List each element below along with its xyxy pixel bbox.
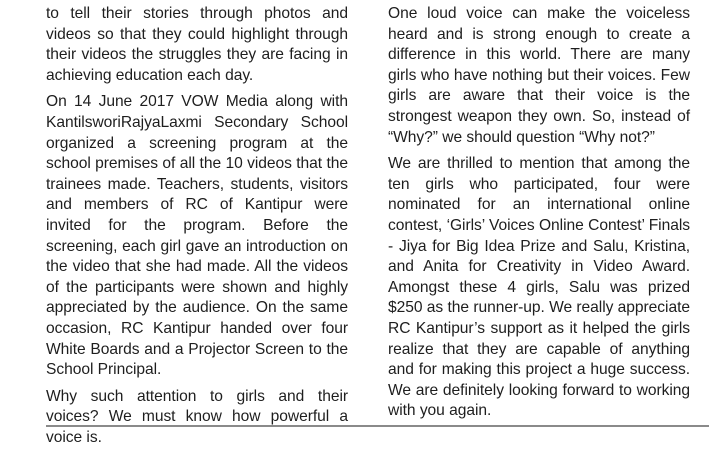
article-right-column [388,4,690,428]
paragraph-contest-results: We are thrilled to mention that among the ten girls who participated, four were nominated for an international online contest, ‘Girls’ Voices Online Contest’ Finals - Jiya for Big Idea Prize and Salu, Kristina, and Anita for Creativity in Video Award. Amongst these 4 girls, Salu was prized $250 as the runner-up. We really appreciate RC Kantipur’s support as it helped the girls realize that they are capable of anything and for making this project a huge success. We are definitely looking forward to working with you again. [388,155,690,420]
paragraph-power-of-voice: One loud voice can make the voiceless heard and is strong enough to create a difference in this world. There are many girls who have nothing but their voices. Few girls are aware that their voice is the strongest weapon they own. So, instead of “Why?” we should question “Why not?” [388,5,690,146]
paragraph-why-attention: Why such attention to girls and their voices? We must know how powerful a voice is. [46,387,348,446]
bottom-divider [46,425,709,427]
paragraph-screening-program: On 14 June 2017 VOW Media along with KantilsworiRajyaLaxmi Secondary School organized a screening program at the school premises of all the 10 videos that the trainees made. Teachers, students, visitors and members of RC of Kantipur were invited for the program. Before the screening, each girl gave an introduction on the video that she had made. All the videos of the participants were shown and highly appreciated by the audience. On the same occasion, RC Kantipur handed over four White Boards and a Projector Screen to the School Principal. [46,93,348,379]
paragraph-continuation: to tell their stories through photos and videos so that they could highlight through their videos the struggles they are facing in achieving education each day. [46,5,348,84]
article-left-column [46,4,348,454]
